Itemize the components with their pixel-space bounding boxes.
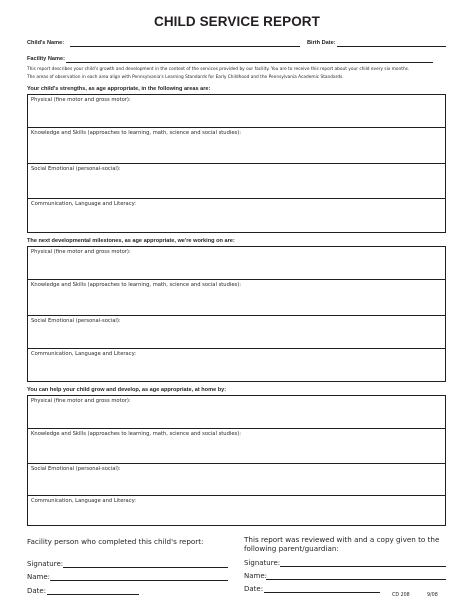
milestones-social-area[interactable] — [28, 316, 445, 349]
row-label: Physical (fine motor and gross motor): — [31, 97, 131, 103]
section-home-box — [27, 395, 446, 526]
facility-name-label: Facility Name: — [27, 56, 65, 62]
row-label: Social Emotional (personal-social): — [31, 166, 121, 172]
childs-name-label: Child's Name: — [27, 40, 65, 46]
home-communication-area[interactable] — [28, 496, 445, 525]
birth-date-label: Birth Date: — [307, 40, 336, 46]
row-label: Social Emotional (personal-social): — [31, 318, 121, 324]
parent-review-heading-2: following parent/guardian: — [244, 544, 339, 553]
facility-person-heading: Facility person who completed this child's report: — [27, 537, 204, 546]
childs-name-field[interactable] — [70, 46, 300, 47]
form-code: CD 208 — [392, 593, 410, 598]
strengths-communication-area[interactable] — [28, 199, 445, 232]
section-strengths-box — [27, 94, 446, 233]
section-milestones-box — [27, 246, 446, 382]
milestones-physical-area[interactable] — [28, 247, 445, 280]
row-label: Physical (fine motor and gross motor): — [31, 249, 131, 255]
row-label: Communication, Language and Literacy: — [31, 351, 137, 357]
milestones-communication-area[interactable] — [28, 349, 445, 381]
row-label: Knowledge and Skills (approaches to learning, math, science and social studies): — [31, 282, 241, 288]
row-label: Knowledge and Skills (approaches to learning, math, science and social studies): — [31, 130, 241, 136]
strengths-social-area[interactable] — [28, 164, 445, 199]
section-home-heading: You can help your child grow and develop, as age appropriate, at home by: — [27, 387, 227, 393]
parent-review-heading-1: This report was reviewed with and a copy given to the — [244, 535, 440, 544]
form-revision: 9/08 — [427, 593, 438, 598]
description-line-2: The areas of observation in each area align with Pennsylvania's Learning Standards for Early Childhood and the Pennsylvania Academic Standards. — [27, 75, 344, 80]
strengths-physical-area[interactable] — [28, 95, 445, 128]
page-title: CHILD SERVICE REPORT — [153, 14, 321, 29]
description-line-1: This report describes your child's growth and development in the context of the services provided by our facility. You are to receive this report about your child every six months. — [27, 67, 410, 72]
parent-name-label: Name: — [244, 572, 268, 580]
facility-name-field[interactable] — [66, 62, 433, 63]
home-knowledge-area[interactable] — [28, 429, 445, 464]
section-milestones-heading: The next developmental milestones, as age appropriate, we're working on are: — [27, 238, 235, 244]
row-label: Knowledge and Skills (approaches to learning, math, science and social studies): — [31, 431, 241, 437]
facility-date-field[interactable] — [47, 594, 139, 595]
milestones-knowledge-area[interactable] — [28, 280, 445, 316]
facility-person-name-field[interactable] — [50, 580, 228, 581]
facility-date-label: Date: — [27, 587, 47, 595]
facility-name-label-2: Name: — [27, 573, 51, 581]
parent-signature-label: Signature: — [244, 559, 281, 567]
facility-signature-field[interactable] — [63, 567, 228, 568]
row-label: Physical (fine motor and gross motor): — [31, 398, 131, 404]
row-label: Social Emotional (personal-social): — [31, 466, 121, 472]
home-physical-area[interactable] — [28, 396, 445, 429]
parent-name-field[interactable] — [266, 579, 446, 580]
facility-signature-label: Signature: — [27, 560, 64, 568]
row-label: Communication, Language and Literacy: — [31, 498, 137, 504]
home-social-area[interactable] — [28, 464, 445, 496]
section-strengths-heading: Your child's strengths, as age appropriate, in the following areas are: — [27, 86, 211, 92]
parent-signature-field[interactable] — [280, 566, 446, 567]
parent-date-label: Date: — [244, 585, 264, 593]
parent-date-field[interactable] — [264, 592, 380, 593]
strengths-knowledge-area[interactable] — [28, 128, 445, 164]
row-label: Communication, Language and Literacy: — [31, 201, 137, 207]
birth-date-field[interactable] — [337, 46, 446, 47]
